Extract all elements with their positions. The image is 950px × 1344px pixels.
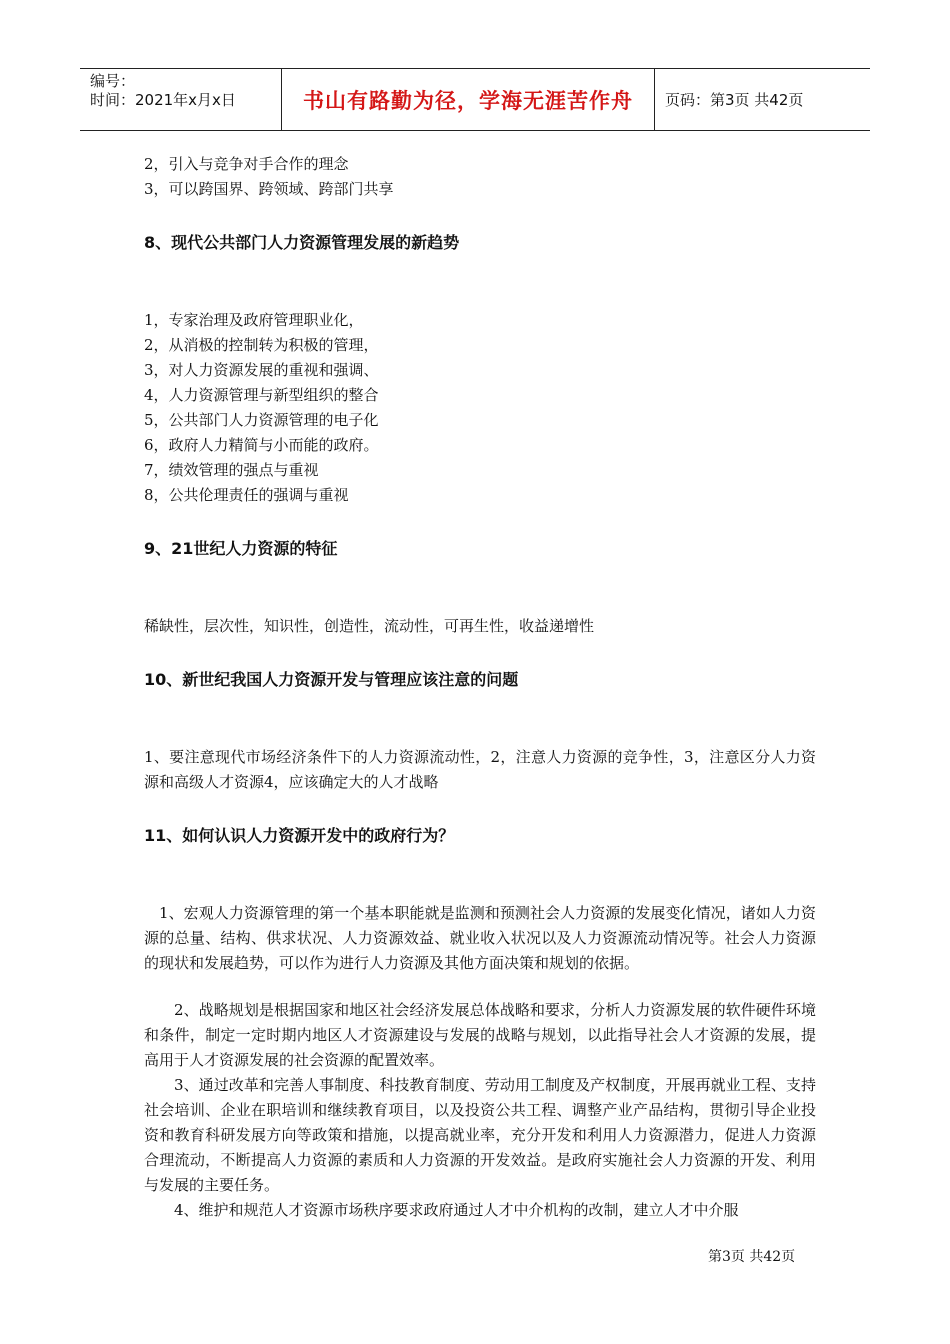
header-page-label: 页码：第3页 共42页 — [665, 91, 804, 109]
section-10-text: 1、要注意现代市场经济条件下的人力资源流动性，2，注意人力资源的竞争性，3，注意区分人力资源和高级人才资源4，应该确定大的人才战略 — [144, 748, 816, 791]
section-heading-11: 11、如何认识人力资源开发中的政府行为？ — [144, 826, 455, 845]
section-8-list — [144, 308, 816, 508]
list-item: 5，公共部门人力资源管理的电子化 — [144, 411, 379, 429]
page-header — [80, 68, 870, 131]
header-meta — [80, 69, 282, 130]
list-item: 3，可以跨国界、跨领域、跨部门共享 — [144, 180, 394, 198]
list-item: 8，公共伦理责任的强调与重视 — [144, 486, 349, 504]
list-item: 2，引入与竞争对手合作的理念 — [144, 155, 349, 173]
list-item: 6，政府人力精简与小而能的政府。 — [144, 436, 379, 454]
section-11-para-1: 1、宏观人力资源管理的第一个基本职能就是监测和预测社会人力资源的发展变化情况，诸如人力资源的总量、结构、供求状况、人力资源效益、就业收入状况以及人力资源流动情况等。社会人力资源的现状和发展趋势，可以作为进行人力资源及其他方面决策和规划的依据。 — [144, 904, 816, 972]
list-item: 1，专家治理及政府管理职业化， — [144, 311, 364, 329]
list-item: 7，绩效管理的强点与重视 — [144, 461, 319, 479]
section-heading-10: 10、新世纪我国人力资源开发与管理应该注意的问题 — [144, 670, 519, 689]
header-motto: 书山有路勤为径，学海无涯苦作舟 — [282, 69, 655, 130]
list-item: 2，从消极的控制转为积极的管理， — [144, 336, 379, 354]
list-item: 4，人力资源管理与新型组织的整合 — [144, 386, 379, 404]
section-11-para-3: 3、通过改革和完善人事制度、科技教育制度、劳动用工制度及产权制度，开展再就业工程、支持社会培训、企业在职培训和继续教育项目，以及投资公共工程、调整产业产品结构，贯彻引导企业投资和教育科研发展方向等政策和措施，以提高就业率，充分开发和利用人力资源潜力，促进人力资源合理流动，不断提高人力资源的素质和人力资源的开发效益。是政府实施社会人力资源的开发、利用与发展的主要任务。 — [144, 1076, 816, 1194]
page-footer: 第3页 共42页 — [708, 1249, 796, 1265]
section-heading-9: 9、21世纪人力资源的特征 — [144, 539, 338, 558]
document-body — [144, 152, 816, 1223]
time-label: 时间：2021年x月x日 — [90, 91, 236, 109]
section-11-para-4: 4、维护和规范人才资源市场秩序要求政府通过人才中介机构的改制，建立人才中介服 — [174, 1201, 739, 1219]
number-label: 编号： — [90, 72, 136, 90]
section-heading-8: 8、现代公共部门人力资源管理发展的新趋势 — [144, 233, 460, 252]
section-11-para-2: 2、战略规划是根据国家和地区社会经济发展总体战略和要求，分析人力资源发展的软件硬件环境和条件，制定一定时期内地区人才资源建设与发展的战略与规划，以此指导社会人才资源的发展，提高用于人才资源发展的社会资源的配置效率。 — [144, 1001, 816, 1069]
section-9-text: 稀缺性，层次性，知识性，创造性，流动性，可再生性，收益递增性 — [144, 617, 595, 635]
list-item: 3，对人力资源发展的重视和强调、 — [144, 361, 379, 379]
